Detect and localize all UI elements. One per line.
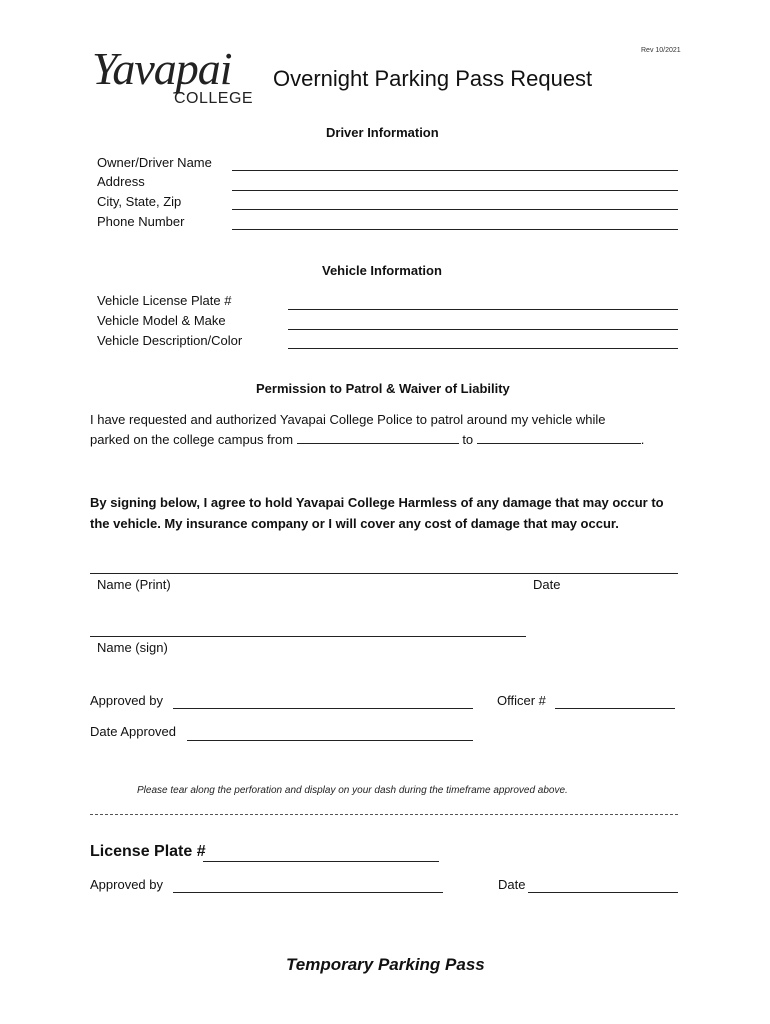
license-plate-label: Vehicle License Plate # [97, 293, 232, 308]
approved-by-label: Approved by [90, 693, 163, 708]
permission-line-2-end: . [640, 432, 645, 447]
phone-number-field[interactable] [232, 229, 678, 230]
date-label: Date [533, 577, 561, 592]
waiver-line-1: By signing below, I agree to hold Yavapai College Harmless of any damage that may occur to [90, 495, 664, 510]
date-approved-field[interactable] [187, 740, 473, 741]
owner-driver-name-field[interactable] [232, 170, 678, 171]
name-print-date-field[interactable] [90, 573, 678, 574]
officer-number-field[interactable] [555, 708, 675, 709]
model-make-label: Vehicle Model & Make [97, 313, 226, 328]
revision-label: Rev 10/2021 [641, 47, 681, 54]
permission-paragraph [90, 410, 690, 450]
description-color-label: Vehicle Description/Color [97, 333, 243, 348]
name-sign-field[interactable] [90, 636, 526, 637]
date-from-field[interactable] [297, 431, 459, 444]
city-state-zip-field[interactable] [232, 209, 678, 210]
perforation-line [90, 814, 678, 815]
permission-line-2-mid: to [462, 432, 474, 447]
form-title: Overnight Parking Pass Request [273, 66, 593, 91]
permission-heading: Permission to Patrol & Waiver of Liability [256, 381, 510, 396]
driver-info-heading: Driver Information [326, 125, 439, 140]
license-plate-pass-field[interactable] [203, 861, 439, 862]
date-to-field[interactable] [477, 431, 641, 444]
officer-number-label: Officer # [497, 693, 546, 708]
owner-driver-name-label: Owner/Driver Name [97, 155, 212, 170]
name-sign-label: Name (sign) [97, 640, 168, 655]
date-approved-label: Date Approved [90, 724, 177, 739]
approved-by-field[interactable] [173, 708, 473, 709]
license-plate-field[interactable] [288, 309, 678, 310]
address-label: Address [97, 174, 145, 189]
phone-number-label: Phone Number [97, 214, 185, 229]
license-plate-pass-label: License Plate # [90, 843, 206, 860]
name-print-label: Name (Print) [97, 577, 171, 592]
description-color-field[interactable] [288, 348, 678, 349]
vehicle-info-heading: Vehicle Information [322, 263, 442, 278]
waiver-paragraph [90, 492, 690, 534]
permission-line-2 [90, 430, 690, 450]
pass-date-label: Date [498, 877, 526, 892]
city-state-zip-label: City, State, Zip [97, 194, 182, 209]
model-make-field[interactable] [288, 329, 678, 330]
college-logo: Yavapai [92, 43, 232, 94]
permission-line-1: I have requested and authorized Yavapai College Police to patrol around my vehicle while [90, 412, 606, 427]
pass-approved-by-label: Approved by [90, 877, 163, 892]
waiver-line-2: the vehicle. My insurance company or I will cover any cost of damage that may occur. [90, 516, 619, 531]
tear-instructions: Please tear along the perforation and display on your dash during the timeframe approved above. [137, 785, 568, 796]
address-field[interactable] [232, 190, 678, 191]
pass-date-field[interactable] [528, 892, 678, 893]
permission-line-2-start: parked on the college campus from [90, 432, 294, 447]
college-logo-subtitle: COLLEGE [174, 90, 254, 107]
pass-approved-by-field[interactable] [173, 892, 443, 893]
temporary-parking-pass-title: Temporary Parking Pass [286, 955, 485, 974]
